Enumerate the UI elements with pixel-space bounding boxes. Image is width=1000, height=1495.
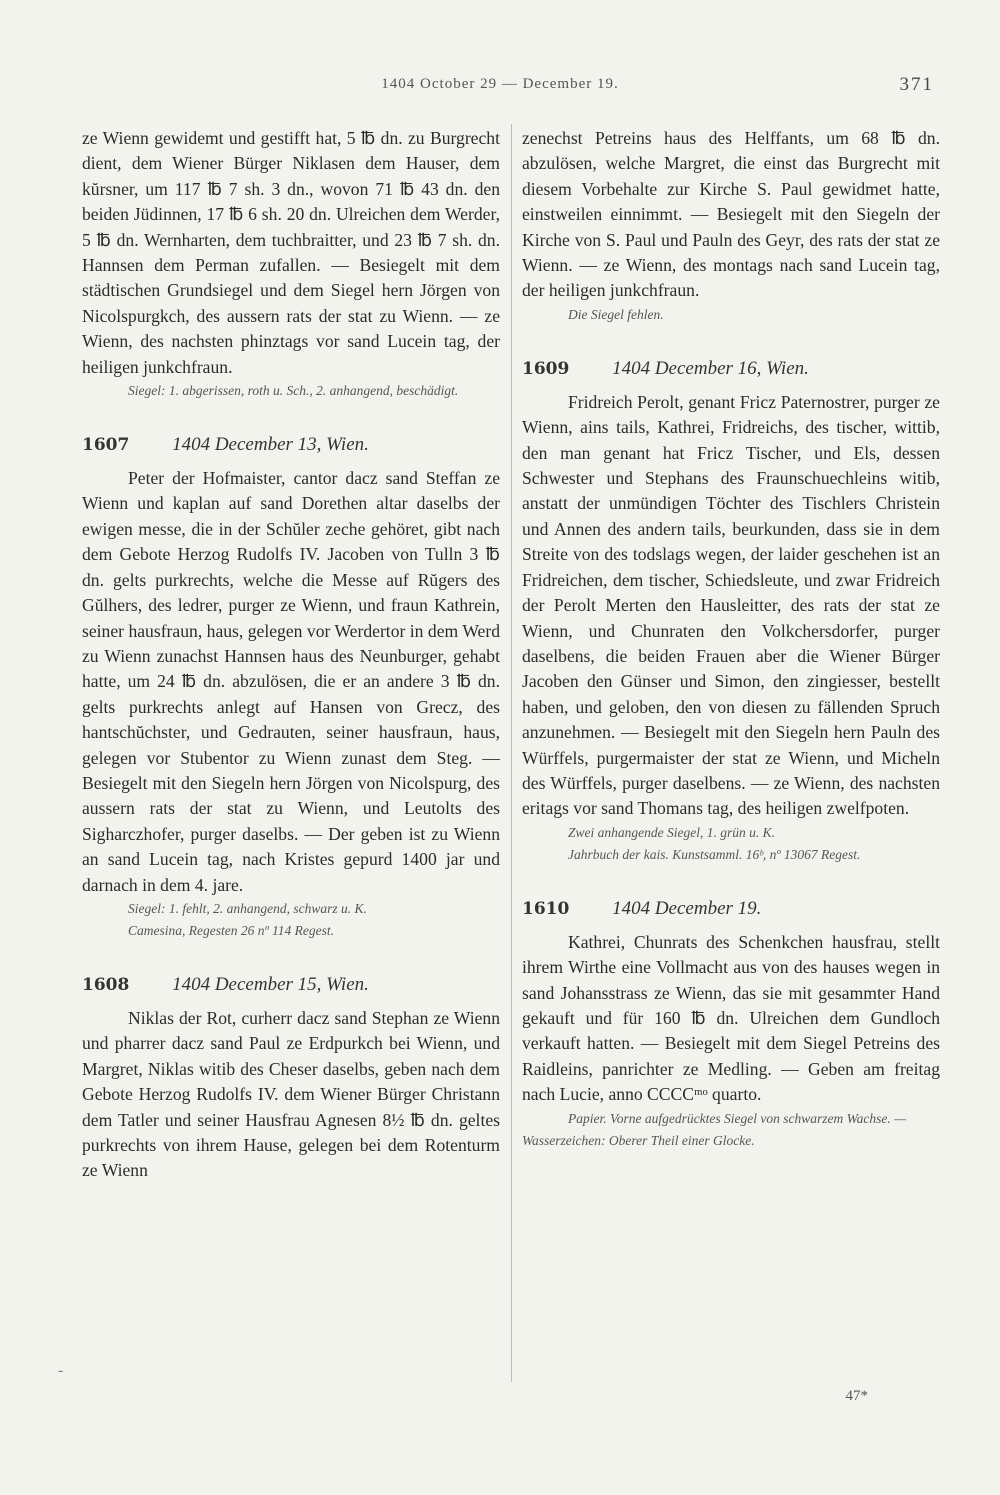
entry-note: Jahrbuch der kais. Kunstsamml. 16ᵇ, nº 13067 Regest. [568, 846, 861, 862]
continuation-note: Die Siegel fehlen. [568, 306, 664, 322]
entry-date: 1404 December 19. [612, 897, 762, 919]
entry-heading [82, 432, 500, 458]
entry-text: Kathrei, Chunrats des Schenkchen hausfrau, stellt ihrem Wirthe eine Vollmacht aus von des hauses wegen in sand Johansstrass ze Wienn, das sie mit gesammter Hand gekauft und für 160 ℔ dn. Ulreichen dem Gundloch verkauft hatten. — Besiegelt mit dem Siegel Petreins des Raidleins, panrichter ze Medling. — Geben am freitag nach Lucie, anno CCCCᵐᵒ quarto. [522, 931, 940, 1105]
entry-text: Fridreich Perolt, genant Fricz Paternostrer, purger ze Wienn, ains tails, Kathrei, Fridreichs, des tischer, wittib, den man genant hat Fricz Tischer, und Els, dessen Schwester und Stephans des Fraunschuechleins witib, anstatt der unmündigen Töchter des Tischlers Christein und Annen des andern tails, beurkunden, dass sie in dem Streite von des todslags wegen, der laider geschehen ist an Fridreichen, dem tischer, Schiedsleute, und zwar Fridreich der Perolt Merten den Hausleitter, des rats der stat ze Wienn, und Chunraten den Volkchersdorfer, purger daselbens, die beiden Frauen aber die Wiener Bürger Jacoben den Günser und Simon, den zingiesser, bestellt haben, und geloben, den von diesen zu fällenden Spruch anzunehmen. — Besiegelt mit den Siegeln hern Pauln des Würffels, purgermaister der stat ze Wienn, und Micheln des Würffels, purger daselbens. — ze Wienn, des nachsten eritags vor sand Thomans tag, des heiligen zwelfpoten. [522, 391, 940, 819]
entry-note: Zwei anhangende Siegel, 1. grün u. K. [568, 824, 775, 840]
column-divider [511, 124, 512, 1382]
entry-date: 1404 December 15, Wien. [172, 973, 369, 995]
entry-date: 1404 December 13, Wien. [172, 434, 369, 456]
page-number: 371 [899, 74, 934, 95]
entry-text: Niklas der Rot, curherr dacz sand Stephan ze Wienn und pharrer dacz sand Paul ze Erdpurkch bei Wienn, und Margret, Niklas witib des Cheser daselbs, geben nach dem Gebote Herzog Rudolfs IV. dem Wiener Bürger Christann dem Tatler und seiner Hausfrau Agnesen 8½ ℔ dn. geltes purkrechts von ihrem Hause, gelegen bei dem Rotenturm ze Wienn [82, 1007, 500, 1181]
continuation-text: zenechst Petreins haus des Helffants, um 68 ℔ dn. abzulösen, welche Margret, die einst das Burgrecht mit diesem Vorbehalte zur Kirche S. Paul gewidmet hatte, einstweilen einnimmt. — Besiegelt mit den Siegeln der Kirche von S. Paul und Pauln des Geyr, des rats der stat ze Wienn. — ze Wienn, des montags nach sand Lucein tag, der heiligen junkchfraun. [522, 128, 940, 301]
entry-number: 1609 [522, 358, 570, 379]
continuation-text: ze Wienn gewidemt und gestifft hat, 5 ℔ dn. zu Burgrecht dient, dem Wiener Bürger Niklasen dem Hauser, dem kŭrsner, um 117 ℔ 7 sh. 3 dn., wovon 71 ℔ 43 dn. den beiden Jüdinnen, 17 ℔ 6 sh. 20 dn. Ulreichen dem Werder, 5 ℔ dn. Wernharten, dem tuchbraitter, und 23 ℔ 7 sh. dn. Hannsen dem Perman zufallen. — Besiegelt mit dem städtischen Grundsiegel und dem Siegel hern Jörgen von Nicolspurgkch, des aussern rats der stat zu Wienn. — ze Wienn, des nachsten phinztags vor sand Lucein tag, der heiligen junkchfraun. [82, 128, 500, 377]
margin-mark: - [58, 1362, 64, 1379]
entry-number: 1610 [522, 898, 570, 919]
signature-mark: 47* [845, 1388, 868, 1404]
entry-note: Siegel: 1. fehlt, 2. anhangend, schwarz u. K. [128, 900, 367, 916]
entry-text: Peter der Hofmaister, cantor dacz sand Steffan ze Wienn und kaplan auf sand Dorethen altar daselbs der ewigen messe, die in der Schŭler zeche gehöret, gibt nach dem Gebote Herzog Rudolfs IV. Jacoben von Tulln 3 ℔ dn. gelts purkrechts, welche die Messe auf Rŭgers des Gŭlhers, des ledrer, purger ze Wienn, und fraun Kathrein, seiner hausfraun, haus, gelegen vor Werdertor in dem Werd zu Wienn zunachst Hannsen haus des Neunburger, gehabt hatte, um 24 ℔ dn. abzulösen, die er an andere 3 ℔ dn. gelts purkrechts anlegt auf Hansen von Grecz, des hantschŭchster, und Gedrauten, seiner hausfraun, haus, gelegen vor Stubentor zu Wienn zunast dem Steg. — Besiegelt mit den Siegeln hern Jörgen von Nicolspurg, des aussern rats der stat zu Wienn, und Leutolts des Sigharczhofer, purger daselbs. — Der geben ist zu Wienn an sand Lucein tag, nach Kristes gepurd 1400 jar und darnach in dem 4. jare. [82, 468, 500, 895]
entry-number: 1607 [82, 435, 130, 456]
continuation-note: Siegel: 1. abgerissen, roth u. Sch., 2. anhangend, beschädigt. [128, 383, 459, 399]
running-head: 1404 October 29 — December 19. [381, 76, 619, 92]
left-column [82, 126, 500, 1184]
entry-heading [522, 356, 940, 382]
entry-note: Papier. Vorne aufgedrücktes Siegel von schwarzem Wachse. — Wasserzeichen: Oberer Theil einer Glocke. [522, 1110, 907, 1148]
entry-number: 1608 [82, 974, 130, 995]
entry-note: Camesina, Regesten 26 nº 114 Regest. [128, 922, 335, 938]
right-column [522, 126, 940, 1152]
entry-heading [522, 896, 940, 922]
entry-heading [82, 972, 500, 998]
entry-date: 1404 December 16, Wien. [612, 357, 809, 379]
